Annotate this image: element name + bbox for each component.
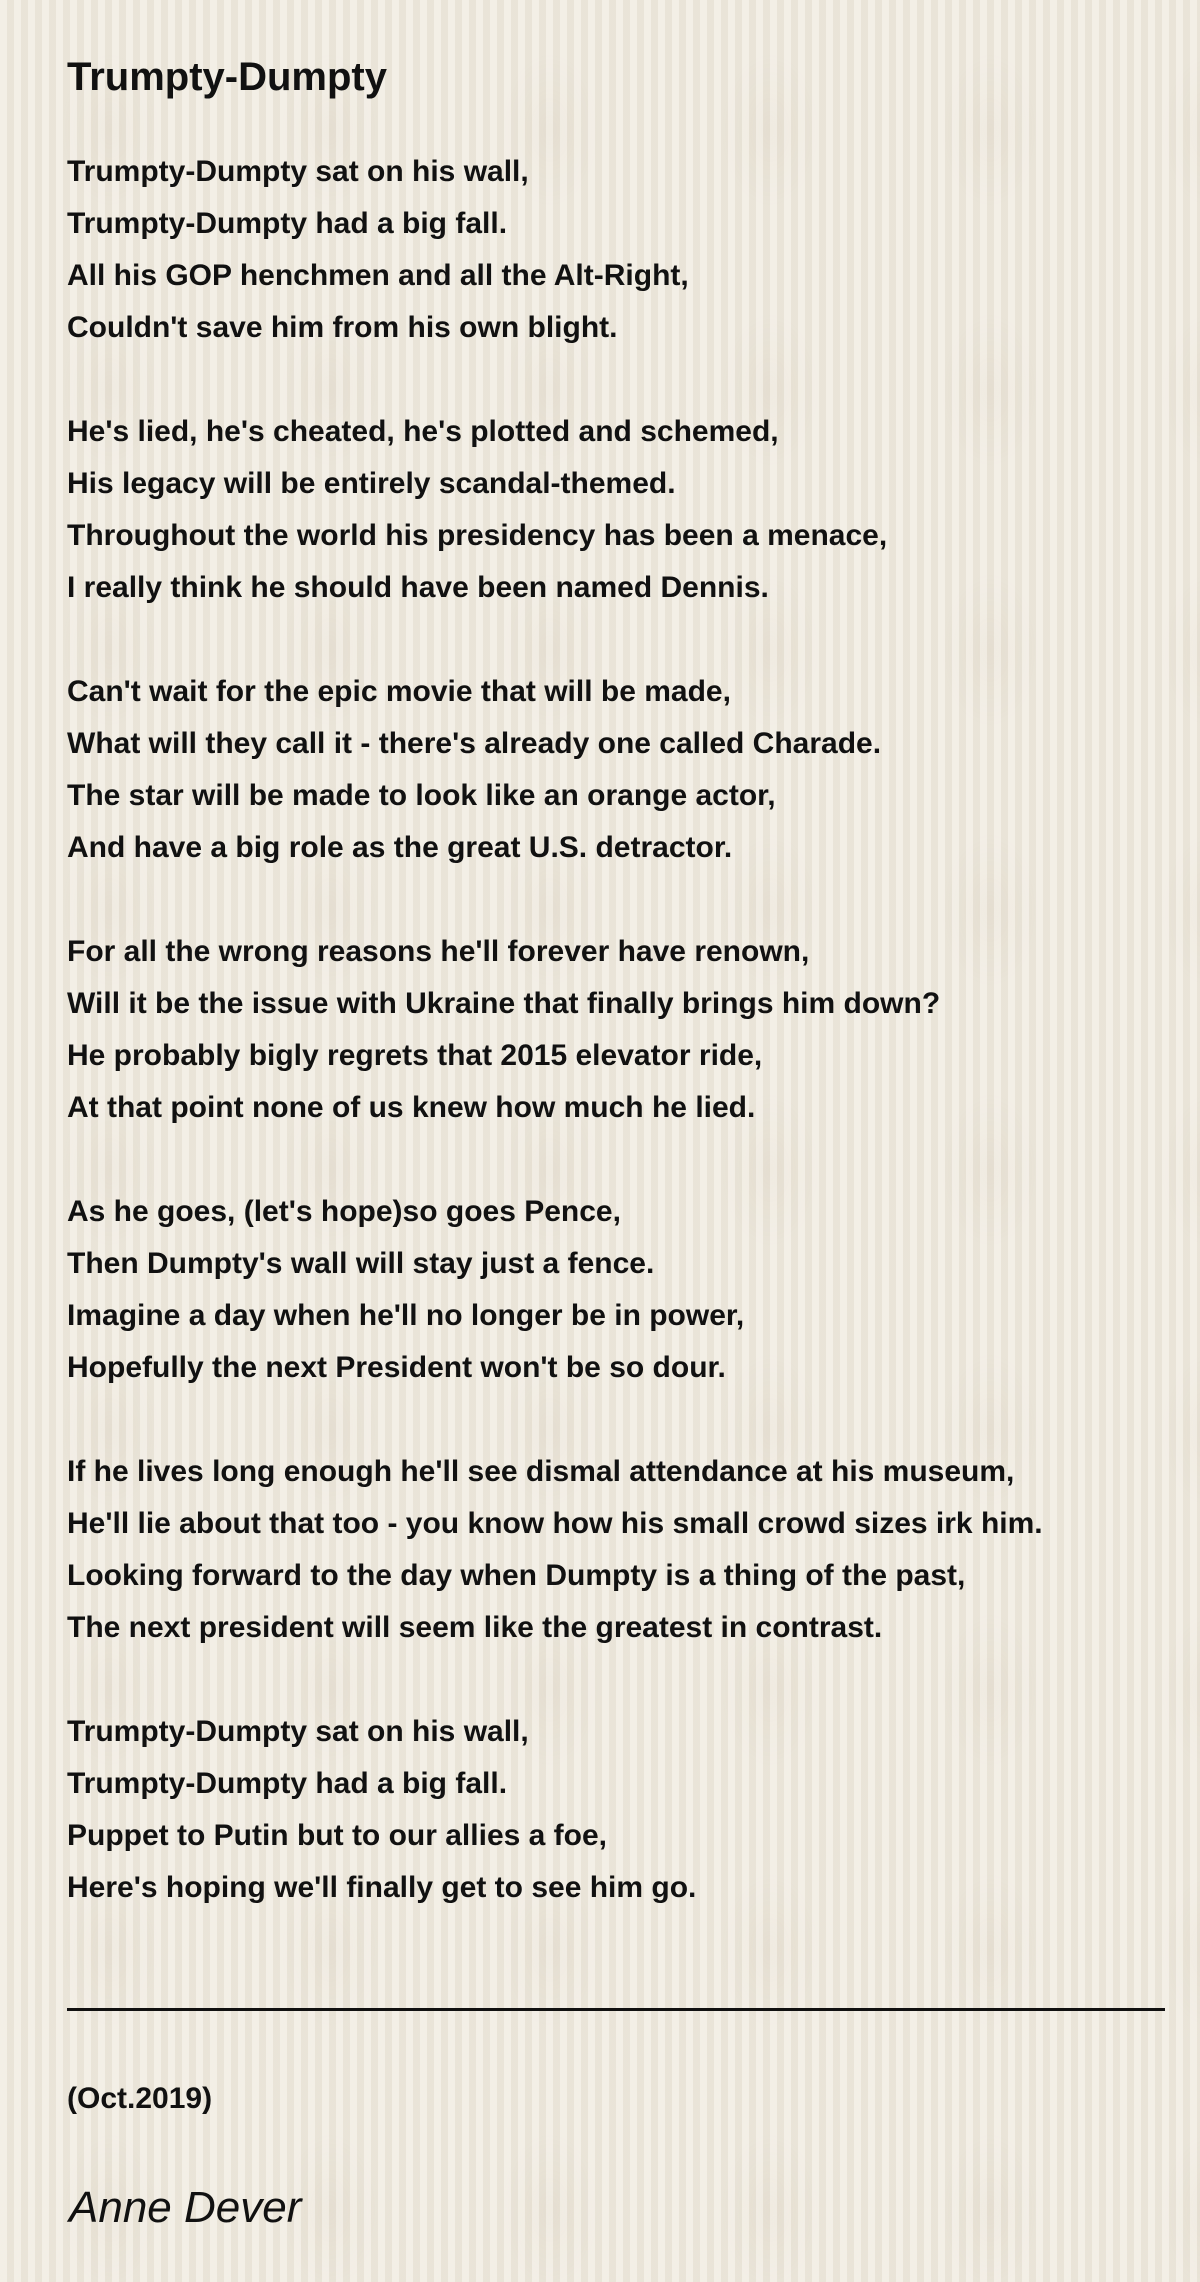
- stanza: [67, 1706, 1043, 1914]
- poem-line: And have a big role as the great U.S. detractor.: [67, 831, 733, 864]
- poem-body: [67, 146, 1043, 1966]
- poem-line: Throughout the world his presidency has been a menace,: [67, 519, 888, 552]
- poem-line: Looking forward to the day when Dumpty is a thing of the past,: [67, 1559, 966, 1592]
- stanza: [67, 926, 1043, 1134]
- poem-line: Will it be the issue with Ukraine that finally brings him down?: [67, 987, 941, 1020]
- stanza: [67, 146, 1043, 354]
- poem-line: I really think he should have been named Dennis.: [67, 571, 769, 604]
- stanza: [67, 666, 1043, 874]
- poem-line: Trumpty-Dumpty had a big fall.: [67, 207, 508, 240]
- poem-line: He'll lie about that too - you know how his small crowd sizes irk him.: [67, 1507, 1043, 1540]
- poem-line: The next president will seem like the greatest in contrast.: [67, 1611, 883, 1644]
- divider: [67, 2008, 1165, 2011]
- poem-line: The star will be made to look like an orange actor,: [67, 779, 776, 812]
- poem-line: Can't wait for the epic movie that will be made,: [67, 675, 731, 708]
- poem-line: He probably bigly regrets that 2015 elevator ride,: [67, 1039, 763, 1072]
- author-name: Anne Dever: [69, 2183, 302, 2232]
- stanza: [67, 1186, 1043, 1394]
- poem-line: Puppet to Putin but to our allies a foe,: [67, 1819, 607, 1852]
- poem-line: Hopefully the next President won't be so dour.: [67, 1351, 726, 1384]
- poem-line: If he lives long enough he'll see dismal attendance at his museum,: [67, 1455, 1015, 1488]
- poem-line: Then Dumpty's wall will stay just a fence.: [67, 1247, 655, 1280]
- poem-line: Couldn't save him from his own blight.: [67, 311, 618, 344]
- poem-line: Imagine a day when he'll no longer be in power,: [67, 1299, 745, 1332]
- poem-line: Trumpty-Dumpty had a big fall.: [67, 1767, 508, 1800]
- poem-line: His legacy will be entirely scandal-themed.: [67, 467, 676, 500]
- poem-line: He's lied, he's cheated, he's plotted and schemed,: [67, 415, 779, 448]
- poem-line: Trumpty-Dumpty sat on his wall,: [67, 1715, 529, 1748]
- poem-title: Trumpty-Dumpty: [67, 55, 387, 99]
- poem-line: As he goes, (let's hope)so goes Pence,: [67, 1195, 621, 1228]
- poem-line: At that point none of us knew how much he lied.: [67, 1091, 756, 1124]
- poem-line: Here's hoping we'll finally get to see him go.: [67, 1871, 697, 1904]
- stanza: [67, 1446, 1043, 1654]
- poem-line: What will they call it - there's already one called Charade.: [67, 727, 882, 760]
- poem-line: Trumpty-Dumpty sat on his wall,: [67, 155, 529, 188]
- date-note: (Oct.2019): [67, 2082, 213, 2115]
- poem-line: All his GOP henchmen and all the Alt-Right,: [67, 259, 689, 292]
- stanza: [67, 406, 1043, 614]
- poem-line: For all the wrong reasons he'll forever have renown,: [67, 935, 810, 968]
